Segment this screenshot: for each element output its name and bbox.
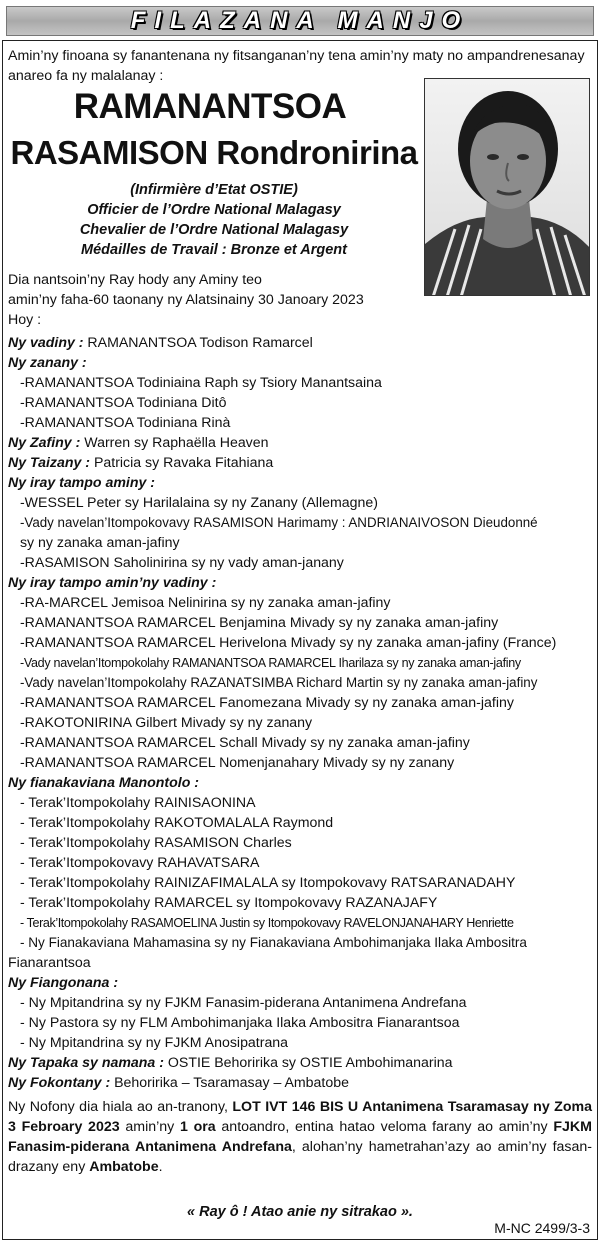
honor-line: Chevalier de l’Ordre National Malagasy — [79, 222, 349, 238]
funeral-text: antoandro, entina hatao veloma farany ao amin’ny — [215, 1119, 554, 1135]
list-item: -RAMANANTSOA Todiniaina Raph sy Tsiory Manantsaina — [19, 375, 382, 391]
section-foster — [8, 453, 590, 473]
section-value: Warren sy Raphaëlla Heaven — [84, 435, 269, 451]
section-grandchildren — [8, 433, 590, 453]
list-item: -RAMANANTSOA RAMARCEL Benjamina Mivady sy ny zanaka aman-jafiny — [19, 615, 499, 631]
funeral-text: . — [158, 1159, 163, 1175]
list-item: - Ny Pastora sy ny FLM Ambohimanjaka Ilaka Ambositra Fianarantsoa — [19, 1015, 460, 1031]
funeral-details — [8, 1097, 592, 1177]
list-item: Fianarantsoa — [8, 955, 91, 971]
portrait-photo — [424, 78, 590, 296]
list-item: - Ny Mpitandrina sy ny FJKM Anosipatrana — [19, 1035, 289, 1051]
death-line: Hoy : — [8, 312, 42, 328]
list-item: -RASAMISON Saholinirina sy ny vady aman-janany — [19, 555, 344, 571]
list-item: - Terak’Itompokolahy RASAMOELINA Justin sy Itompokovavy RAVELONJANAHARY Henriette — [19, 916, 514, 930]
list-item: - Terak’Itompokolahy RAMARCEL sy Itompokovavy RAZANAJAFY — [19, 895, 438, 911]
list-item: -RA-MARCEL Jemisoa Nelinirina sy ny zanaka aman-jafiny — [19, 595, 391, 611]
burial-place: Ambatobe — [89, 1159, 159, 1175]
honors-list — [0, 180, 428, 260]
list-item: -Vady navelan’Itompokolahy RAMANANTSOA RAMARCEL Iharilaza sy ny zanaka aman-jafiny — [19, 656, 521, 670]
funeral-address: LOT IVT 146 BIS U Antanimena Tsaramasay ny Zoma 3 Febroary 2023 — [8, 1099, 592, 1135]
honor-line: (Infirmière d’Etat OSTIE) — [130, 182, 298, 198]
section-spouse — [8, 333, 590, 353]
funeral-church: FJKM Fanasim-piderana Antanimena Andrefana — [8, 1119, 592, 1155]
deceased-name-line1: RAMANANTSOA — [73, 87, 347, 126]
list-item: -RAKOTONIRINA Gilbert Mivady sy ny zanany — [19, 715, 313, 731]
list-item: -RAMANANTSOA RAMARCEL Fanomezana Mivady sy ny zanaka aman-jafiny — [19, 695, 514, 711]
death-line: Dia nantsoin’ny Ray hody any Aminy teo — [8, 272, 262, 288]
section-label: Ny Zafiny : — [8, 435, 81, 451]
banner — [6, 6, 594, 36]
closing-prayer: « Ray ô ! Atao anie ny sitrakao ». — [187, 1204, 413, 1220]
section-friends — [8, 1053, 590, 1073]
section-siblings-label: Ny iray tampo aminy : — [8, 475, 156, 491]
death-announcement — [8, 270, 428, 330]
list-item: - Terak’Itompokolahy RAINIZAFIMALALA sy Itompokovavy RATSARANADAHY — [19, 875, 516, 891]
section-value: OSTIE Behoririka sy OSTIE Ambohimanarina — [167, 1055, 453, 1071]
section-children-label: Ny zanany : — [8, 355, 87, 371]
section-label: Ny Taizany : — [8, 455, 91, 471]
honor-line: Médailles de Travail : Bronze et Argent — [81, 242, 347, 258]
family-list — [8, 333, 592, 1177]
list-item: -RAMANANTSOA Todiniana Rinà — [19, 415, 231, 431]
list-item: - Terak’Itompokovavy RAHAVATSARA — [19, 855, 260, 871]
list-item: -RAMANANTSOA Todiniana Ditô — [19, 395, 227, 411]
banner-title: FILAZANA MANJO — [130, 7, 470, 34]
funeral-text: Ny Nofony dia hiala ao an-tranony, — [8, 1099, 233, 1115]
section-inlaws-label: Ny iray tampo amin’ny vadiny : — [8, 575, 217, 591]
list-item: sy ny zanaka aman-jafiny — [19, 535, 180, 551]
intro-text: Amin’ny finoana sy fanantenana ny fitsanganan’ny tena amin’ny maty no ampandrenesanay anareo fa ny malalanay : — [8, 48, 585, 84]
list-item: -RAMANANTSOA RAMARCEL Schall Mivady sy ny zanaka aman-jafiny — [19, 735, 470, 751]
section-label: Ny Tapaka sy namana : — [8, 1055, 164, 1071]
section-value: Behoririka – Tsaramasay – Ambatobe — [114, 1075, 349, 1091]
list-item: -Vady navelan’Itompokolahy RAZANATSIMBA Richard Martin sy ny zanaka aman-jafiny — [19, 675, 538, 690]
list-item: -RAMANANTSOA RAMARCEL Nomenjanahary Mivady sy ny zanany — [19, 755, 455, 771]
section-value: Patricia sy Ravaka Fitahiana — [93, 455, 274, 471]
section-label: Ny vadiny : — [8, 335, 84, 351]
section-value: RAMANANTSOA Todison Ramarcel — [87, 335, 313, 351]
deceased-name-line2: RASAMISON Rondronirina — [10, 134, 418, 171]
section-label: Ny Fokontany : — [8, 1075, 111, 1091]
list-item: -Vady navelan’Itompokovavy RASAMISON Harimamy : ANDRIANAIVOSON Dieudonné — [19, 515, 538, 530]
section-neighborhood — [8, 1073, 590, 1093]
funeral-text: amin’ny — [119, 1119, 180, 1135]
list-item: -WESSEL Peter sy Harilalaina sy ny Zanany (Allemagne) — [19, 495, 378, 511]
list-item: - Terak’Itompokolahy RASAMISON Charles — [19, 835, 292, 851]
portrait-image — [425, 79, 590, 296]
funeral-text: , alohan’ny hametrahan’azy ao amin’ny fasan-drazany eny — [8, 1139, 593, 1175]
funeral-time: 1 ora — [179, 1119, 216, 1135]
list-item: - Terak’Itompokolahy RAINISAONINA — [19, 795, 256, 811]
death-line: amin’ny faha-60 taonany ny Alatsinainy 30 Janoary 2023 — [8, 292, 364, 308]
list-item: -RAMANANTSOA RAMARCEL Herivelona Mivady sy ny zanaka aman-jafiny (France) — [19, 635, 557, 651]
section-family-label: Ny fianakaviana Manontolo : — [8, 775, 200, 791]
section-church-label: Ny Fiangonana : — [8, 975, 119, 991]
list-item: - Ny Fianakaviana Mahamasina sy ny Fianakaviana Ambohimanjaka Ilaka Ambositra — [19, 935, 527, 950]
honor-line: Officier de l’Ordre National Malagasy — [87, 202, 341, 218]
list-item: - Terak’Itompokolahy RAKOTOMALALA Raymond — [19, 815, 334, 831]
reference-code: M-NC 2499/3-3 — [494, 1220, 590, 1236]
list-item: - Ny Mpitandrina sy ny FJKM Fanasim-piderana Antanimena Andrefana — [19, 995, 467, 1011]
